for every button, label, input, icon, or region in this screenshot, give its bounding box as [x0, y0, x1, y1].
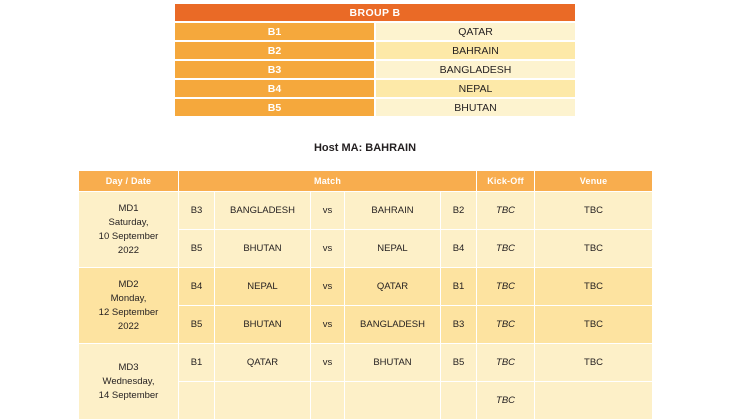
matchday-day: Wednesday,	[102, 375, 155, 387]
header-match: Match	[179, 171, 477, 192]
matchday-day: Saturday,	[108, 216, 149, 228]
header-kick-off: Kick-Off	[477, 171, 535, 192]
match-team-a: QATAR	[215, 344, 311, 382]
match-vs: vs	[311, 344, 345, 382]
match-kickoff: TBC	[477, 192, 535, 230]
matchday-date: 14 September	[98, 389, 159, 401]
match-team-a: BANGLADESH	[215, 192, 311, 230]
match-team-b: BHUTAN	[345, 344, 441, 382]
match-venue: TBC	[535, 230, 653, 268]
match-venue: TBC	[535, 268, 653, 306]
matchday-cell	[79, 344, 179, 420]
matchday-label: MD3	[118, 361, 139, 373]
header-day-date: Day / Date	[79, 171, 179, 192]
match-code-b	[441, 382, 477, 420]
group-row	[175, 98, 575, 117]
group-row-team: QATAR	[375, 22, 575, 41]
match-code-b: B2	[441, 192, 477, 230]
match-kickoff: TBC	[477, 382, 535, 420]
group-row-team: BHUTAN	[375, 98, 575, 117]
host-line: Host MA: BAHRAIN	[313, 142, 417, 154]
group-row-team: NEPAL	[375, 79, 575, 98]
match-vs: vs	[311, 230, 345, 268]
match-vs: vs	[311, 268, 345, 306]
group-row-code: B4	[175, 79, 375, 98]
match-code-b: B5	[441, 344, 477, 382]
match-venue: TBC	[535, 306, 653, 344]
match-code-b: B4	[441, 230, 477, 268]
group-row	[175, 22, 575, 41]
match-venue: TBC	[535, 192, 653, 230]
schedule-table	[78, 170, 653, 420]
match-team-b: BAHRAIN	[345, 192, 441, 230]
group-b-header-row	[175, 4, 575, 22]
group-b-header-label: BROUP B	[175, 4, 575, 22]
match-team-b: NEPAL	[345, 230, 441, 268]
match-code-b: B3	[441, 306, 477, 344]
group-row-team: BANGLADESH	[375, 60, 575, 79]
match-kickoff: TBC	[477, 344, 535, 382]
match-team-b	[345, 382, 441, 420]
matchday-year: 2022	[117, 244, 140, 256]
matchday-cell	[79, 268, 179, 344]
matchday-date: 10 September	[98, 230, 159, 242]
match-team-a: BHUTAN	[215, 230, 311, 268]
header-venue: Venue	[535, 171, 653, 192]
group-b-table	[175, 4, 575, 118]
group-b-table-container	[175, 4, 575, 118]
matchday-year: 2022	[117, 320, 140, 332]
match-team-a: BHUTAN	[215, 306, 311, 344]
match-kickoff: TBC	[477, 306, 535, 344]
table-row	[79, 192, 653, 230]
matchday-day: Monday,	[110, 292, 147, 304]
match-kickoff: TBC	[477, 268, 535, 306]
group-row	[175, 60, 575, 79]
match-code-a: B5	[179, 230, 215, 268]
table-row	[79, 344, 653, 382]
match-code-a: B5	[179, 306, 215, 344]
group-row	[175, 41, 575, 60]
group-row-code: B3	[175, 60, 375, 79]
matchday-date: 12 September	[98, 306, 159, 318]
match-team-b: QATAR	[345, 268, 441, 306]
match-vs	[311, 382, 345, 420]
group-row-team: BAHRAIN	[375, 41, 575, 60]
match-venue: TBC	[535, 344, 653, 382]
matchday-label: MD2	[118, 278, 139, 290]
match-team-a: NEPAL	[215, 268, 311, 306]
schedule-table-container	[78, 170, 652, 420]
match-code-a	[179, 382, 215, 420]
match-vs: vs	[311, 306, 345, 344]
match-code-a: B3	[179, 192, 215, 230]
group-row-code: B1	[175, 22, 375, 41]
table-row	[79, 268, 653, 306]
match-kickoff: TBC	[477, 230, 535, 268]
match-vs: vs	[311, 192, 345, 230]
match-team-b: BANGLADESH	[345, 306, 441, 344]
matchday-label: MD1	[118, 202, 139, 214]
match-code-a: B4	[179, 268, 215, 306]
group-row-code: B2	[175, 41, 375, 60]
match-code-a: B1	[179, 344, 215, 382]
match-venue	[535, 382, 653, 420]
group-row-code: B5	[175, 98, 375, 117]
schedule-header-row	[79, 171, 653, 192]
group-row	[175, 79, 575, 98]
matchday-cell	[79, 192, 179, 268]
match-code-b: B1	[441, 268, 477, 306]
match-team-a	[215, 382, 311, 420]
